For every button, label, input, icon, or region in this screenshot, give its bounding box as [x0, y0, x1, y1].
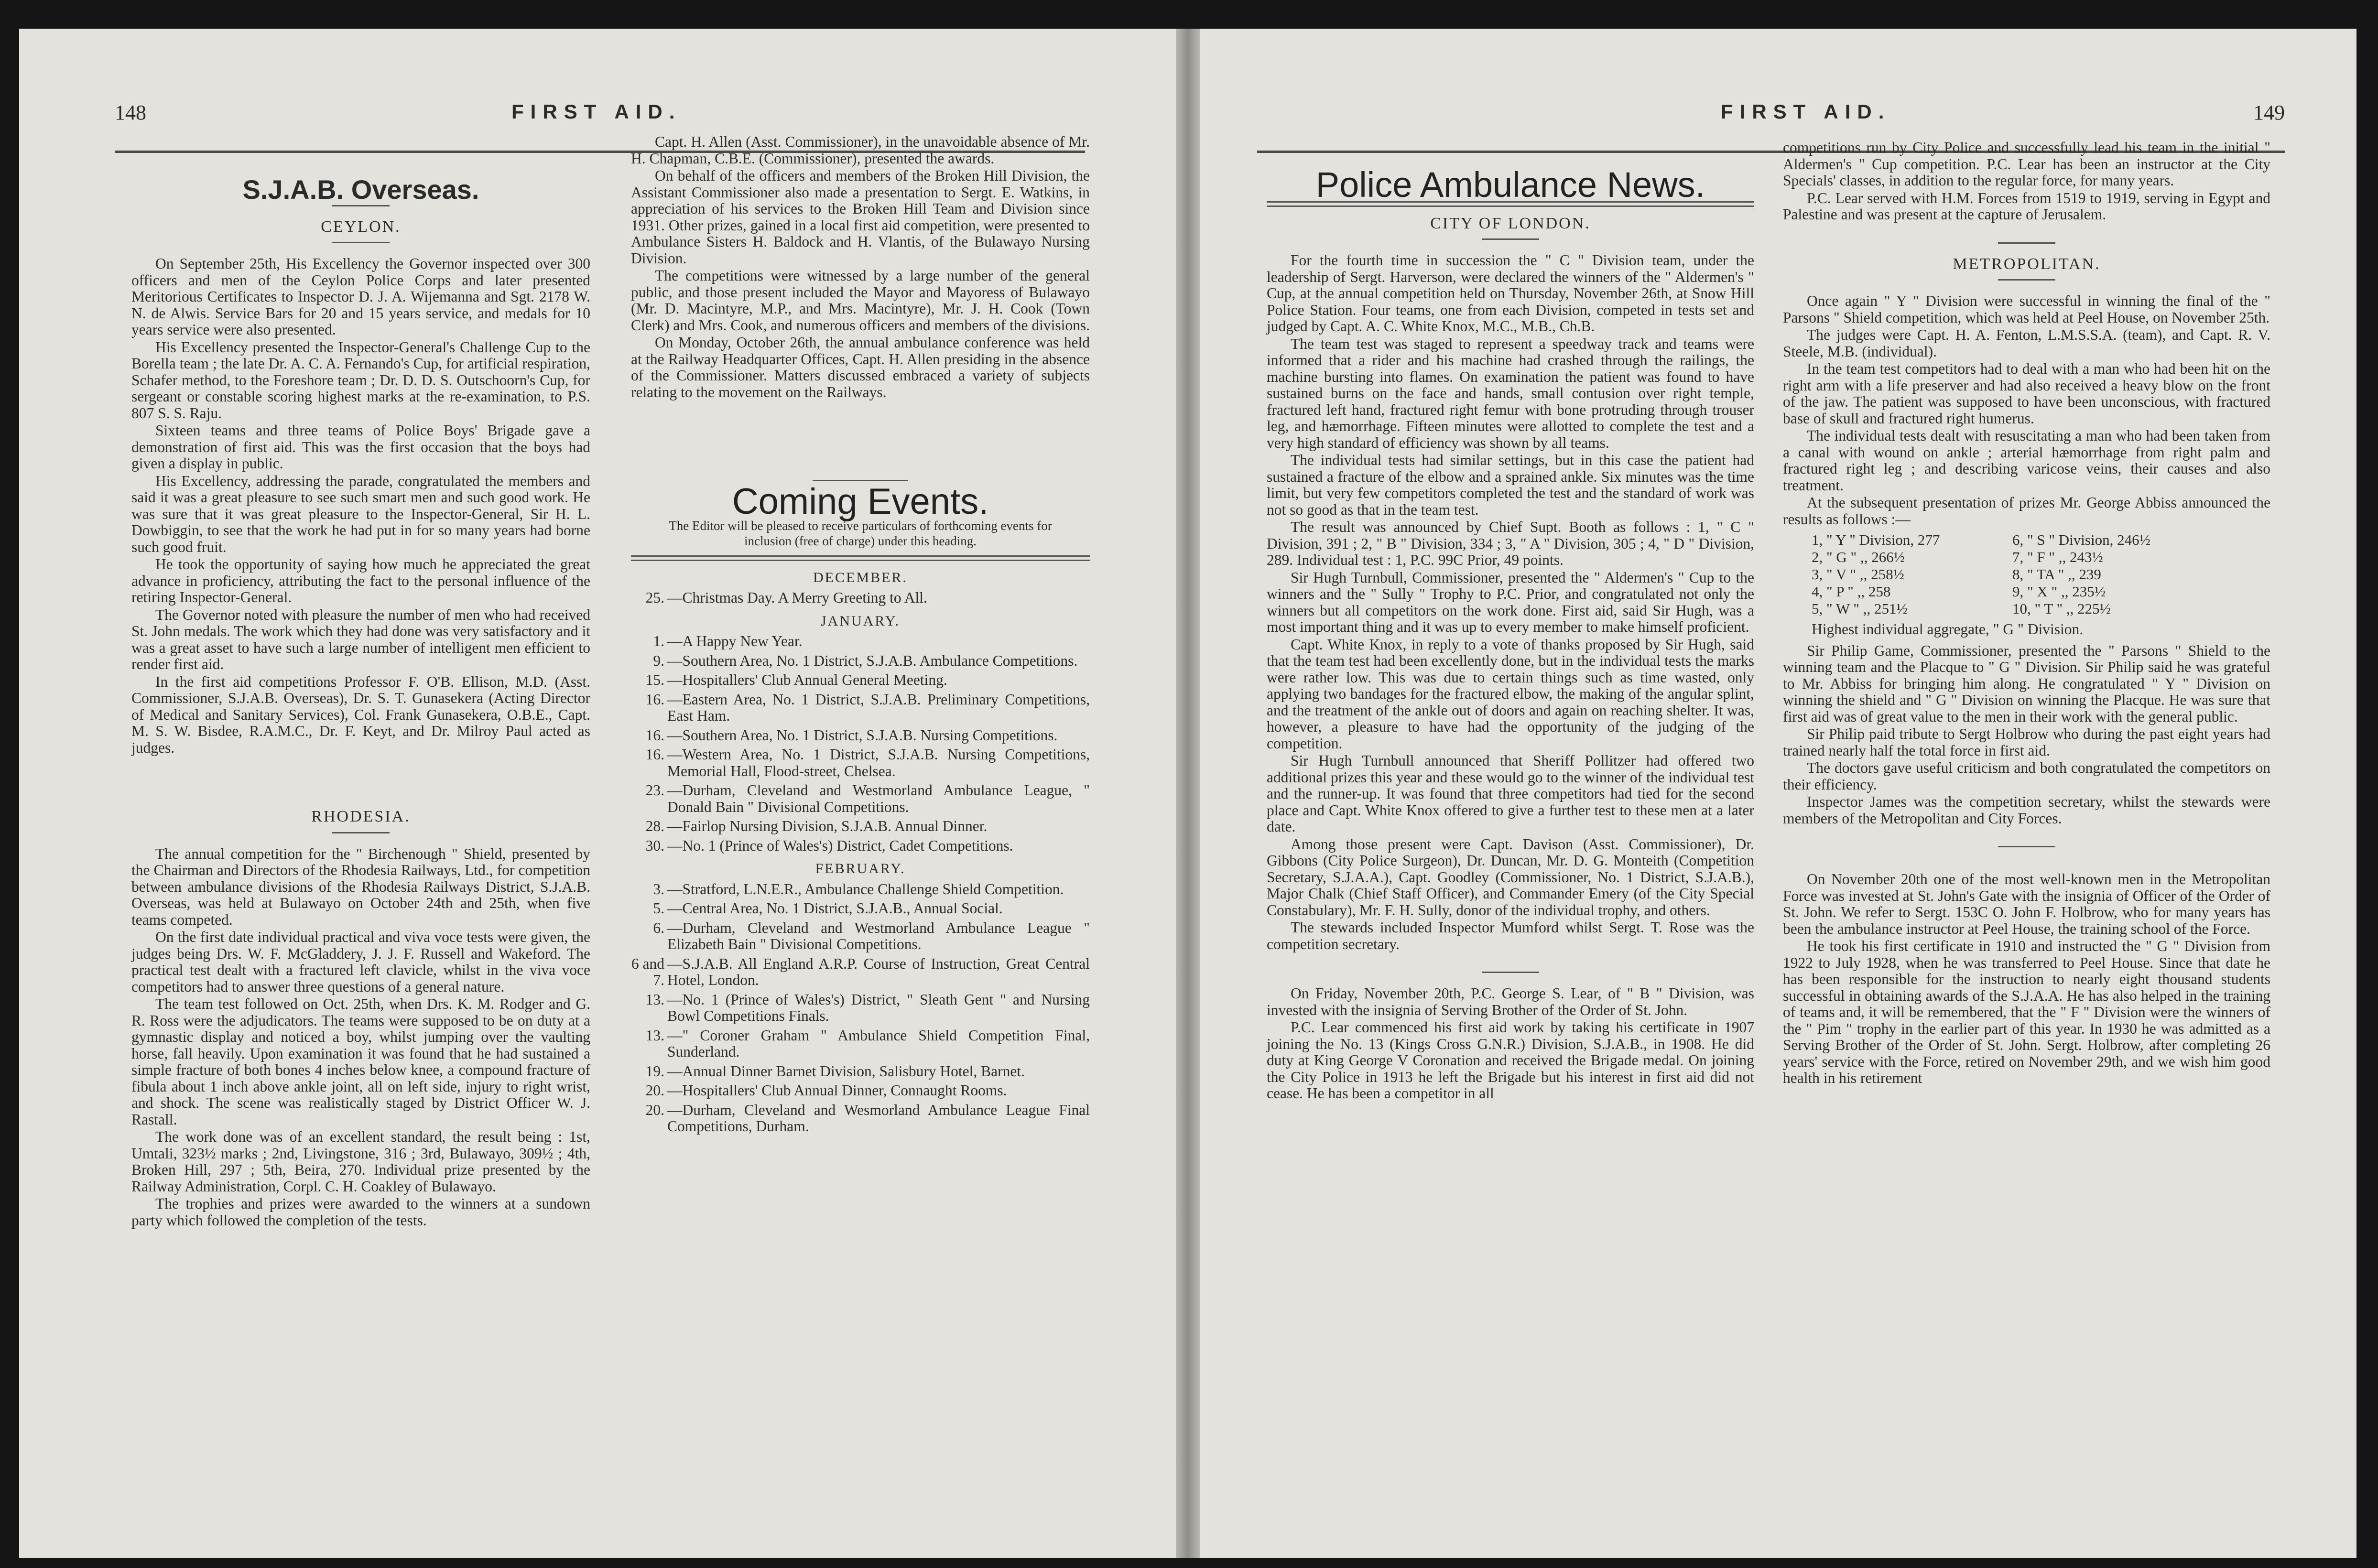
metropolitan-article [1783, 293, 2270, 528]
left-running-title: FIRST AID. [511, 100, 682, 123]
result-right: 7, " F " ,, 243½ [2012, 549, 2103, 565]
overseas-title: S.J.A.B. Overseas. [242, 174, 479, 205]
events-list [631, 570, 1090, 1135]
paragraph: The trophies and prizes were awarded to the winners at a sundown party which followed the completion of the tests. [131, 1195, 590, 1229]
event-text: —Western Area, No. 1 District, S.J.A.B. Nursing Competitions, Memorial Hall, Flood-street, Chelsea. [667, 746, 1090, 779]
coming-events-note: The Editor will be pleased to receive particulars of forthcoming events for inclusion (free of charge) under this heading. [669, 518, 1052, 548]
event-date: 16. [645, 746, 664, 763]
paragraph: The work done was of an excellent standard, the result being : 1st, Umtali, 323½ marks ; 2nd, Livingstone, 316 ; 3rd, Bulawayo, 309½ ; 4th, Broken Hill, 297 ; 5th, Beira, 270. Individual prize presented by the Railway Administration, Corpl. C. H. Coakley of Bulawayo. [131, 1128, 590, 1195]
event-date: 13. [645, 1027, 664, 1044]
event-item [631, 633, 1090, 650]
left-page [19, 29, 1176, 1558]
event-item [631, 782, 1090, 815]
paragraph: competitions run by City Police and successfully lead his team in the initial " Aldermen's " Cup competition. P.C. Lear has been an instructor at the City Specials' classes, in addition to the regular force, for many years. [1783, 139, 2270, 189]
event-text: —Christmas Day. A Merry Greeting to All. [667, 589, 927, 606]
rhodesia-article [131, 846, 590, 1229]
event-date: 20. [645, 1082, 664, 1099]
event-text: —Hospitallers' Club Annual General Meeting. [667, 671, 947, 688]
event-text: —No. 1 (Prince of Wales's) District, Cadet Competitions. [667, 837, 1013, 854]
paragraph: The judges were Capt. H. A. Fenton, L.M.S.S.A. (team), and Capt. R. V. Steele, M.B. (individual). [1783, 326, 2270, 360]
event-item [631, 590, 1090, 606]
event-item [631, 672, 1090, 689]
event-date: 15. [645, 671, 664, 688]
paragraph: The team test was staged to represent a speedway track and teams were informed that a rider and his machine had crashed through the railings, the machine bursting into flames. On examination the patient was found to have sustained burns on the face and hands, small contusion over right temple, fractured left hand, fractured right femur with bone protruding through trouser leg, and hæmorrhage. Fifteen minutes were allotted to complete the test and a very high standard of efficiency was shown by all teams. [1267, 335, 1754, 451]
city-article [1267, 252, 1754, 952]
event-date: 30. [645, 837, 664, 854]
result-right: 6, " S " Division, 246½ [2012, 531, 2150, 548]
event-date: 16. [645, 691, 664, 708]
event-date: 28. [645, 818, 664, 834]
divider [1998, 279, 2055, 281]
metropolitan-article-continued [1783, 643, 2270, 827]
result-row [1812, 566, 2270, 583]
paragraph: Inspector James was the competition secretary, whilst the stewards were members of the Metropolitan and City Forces. [1783, 793, 2270, 827]
paragraph: The competitions were witnessed by a large number of the general public, and those present included the Mayor and Mayoress of Bulawayo (Mr. D. Macintyre, M.P., and Mrs. Macintyre), Mr. J. H. Cook (Town Clerk) and Mrs. Cook, and numerous officers and members of the divisions. [631, 267, 1090, 334]
event-date: 5. [653, 900, 664, 917]
paragraph: Sir Hugh Turnbull, Commissioner, presented the " Aldermen's " Cup to the winners and the " Sully " Trophy to P.C. Prior, and congratulated not only the winners but all competitors on the work done. First aid, said Sir Hugh, was a most important thing and it was up to every member to make himself proficient. [1267, 569, 1754, 635]
left-column-1 [131, 167, 590, 1230]
paragraph: P.C. Lear commenced his first aid work by taking his certificate in 1907 joining the No. 13 (Kings Cross G.N.R.) Division, S.J.A.B., in 1908. He did duty at King George V Coronation and received the Brigade medal. On joining the City Police in 1913 he left the Brigade but his interest in first aid did not cease. He has been a competitor in all [1267, 1019, 1754, 1102]
event-item [631, 956, 1090, 989]
event-item [631, 692, 1090, 725]
event-text: —Eastern Area, No. 1 District, S.J.A.B. Preliminary Competitions, East Ham. [667, 691, 1090, 724]
lear-article-continued [1783, 140, 2270, 223]
event-text: —" Coroner Graham " Ambulance Shield Competition Final, Sunderland. [667, 1027, 1090, 1060]
result-row [1812, 549, 2270, 566]
event-text: —Hospitallers' Club Annual Dinner, Connaught Rooms. [667, 1082, 1007, 1099]
paragraph: The stewards included Inspector Mumford whilst Sergt. T. Rose was the competition secretary. [1267, 919, 1754, 952]
event-date: 23. [645, 782, 664, 799]
rhodesia-continued [631, 134, 1090, 400]
metropolitan-heading: METROPOLITAN. [1953, 255, 2101, 273]
event-date: 25. [645, 589, 664, 606]
holbrow-article [1783, 871, 2270, 1087]
paragraph: He took his first certificate in 1910 and instructed the " G " Division from 1922 to July 1928, when he was transferred to Peel House. Since that date he has been responsible for the instruction to nearly eight thousand students successful in obtaining awards of the S.J.A.A. He has also helped in the training of teams and, it will be remembered, that the " F " Division were the winners of the " Pim " trophy in the earlier part of this year. In 1930 he was admitted as a Serving Brother of the Order of St. John. Sergt. Holbrow, after completing 26 years' service with the Force, retired on November 29th, and we wish him good health in his retirement [1783, 938, 2270, 1086]
result-left: 5, " W " ,, 251½ [1812, 600, 1908, 617]
paragraph: His Excellency presented the Inspector-General's Challenge Cup to the Borella team ; the late Dr. A. C. A. Fernando's Cup, for artificial respiration, Schafer method, to the Foreshore team ; Dr. D. D. S. Outschoorn's Cup, for sergeant or constable scoring highest marks at the re-examination, to P.S. 807 S. S. Raju. [131, 338, 590, 422]
paragraph: Sir Philip Game, Commissioner, presented the " Parsons " Shield to the winning team and the Placque to " G " Division. Sir Philip said he was grateful to Mr. Abbiss for bringing him along. He congratulated " Y " Division on winning the shield and " G " Division on winning the Placque. He was sure that first aid was of great value to the men in their work with the general public. [1783, 642, 2270, 725]
paragraph: On Friday, November 20th, P.C. George S. Lear, of " B " Division, was invested with the insignia of Serving Brother of the Order of St. John. [1267, 985, 1754, 1018]
event-text: —Southern Area, No. 1 District, S.J.A.B. Ambulance Competitions. [667, 652, 1078, 669]
right-page-number: 149 [2253, 101, 2285, 124]
paragraph: Sixteen teams and three teams of Police Boys' Brigade gave a demonstration of first aid. This was the first occasion that the boys had given a display in public. [131, 422, 590, 472]
event-text: —Stratford, L.N.E.R., Ambulance Challenge Shield Competition. [667, 880, 1064, 898]
event-date: 19. [645, 1062, 664, 1080]
result-left: 1, " Y " Division, 277 [1812, 531, 1940, 548]
result-left: 3, " V " ,, 258½ [1812, 566, 1904, 583]
event-date: 13. [645, 991, 664, 1008]
event-item [631, 1082, 1090, 1099]
event-text: —Southern Area, No. 1 District, S.J.A.B. Nursing Competitions. [667, 726, 1058, 744]
paragraph: Capt. White Knox, in reply to a vote of thanks proposed by Sir Hugh, said that the team test had been excellently done, but in the individual tests the marks were rather low. This was due to certain things such as time wasted, only applying two bandages for the fractured elbow, the making of the angular splint, and the treatment of the ankle out of doors and again on reaching shelter. It was, however, a pleasure to have had the opportunity of the judging of the competition. [1267, 636, 1754, 752]
event-item [631, 881, 1090, 898]
paragraph: Among those present were Capt. Davison (Asst. Commissioner), Dr. Gibbons (City Police Surgeon), Dr. Duncan, Mr. D. G. Monteith (Competition Secretary, S.J.A.A.), Capt. Goodley (Commissioner, No. 1 District, S.J.A.B.), Major Chalk (Chief Staff Officer), and Commander Emery (of the City Special Constabulary), Mr. F. H. Sully, donor of the individual trophy, and others. [1267, 835, 1754, 919]
event-date: 20. [645, 1101, 664, 1118]
event-text: —Annual Dinner Barnet Division, Salisbury Hotel, Barnet. [667, 1062, 1025, 1080]
result-row [1812, 600, 2270, 617]
right-page [1200, 29, 2356, 1558]
result-right: 8, " TA " ,, 239 [2012, 566, 2101, 583]
paragraph: On September 25th, His Excellency the Governor inspected over 300 officers and men of the Ceylon Police Corps and later presented Meritorious Certificates to Inspector D. J. A. Wijemanna and Sgt. 2178 W. N. de Alwis. Service Bars for 20 and 15 years service, and medals for 10 years service were also presented. [131, 255, 590, 338]
paragraph: In the first aid competitions Professor F. O'B. Ellison, M.D. (Asst. Commissioner, S.J.A.B. Overseas), Dr. S. T. Gunasekera (Acting Director of Medical and Sanitary Services), Col. Frank Gunasekera, O.B.E., Capt. M. S. W. Bisdee, R.A.M.C., Dr. F. Keyt, and Dr. Milroy Paul acted as judges. [131, 673, 590, 756]
month-heading: DECEMBER. [813, 569, 908, 585]
paragraph: On Monday, October 26th, the annual ambulance conference was held at the Railway Headquarter Offices, Capt. H. Allen presiding in the absence of the Commissioner. Matters discussed embraced a variety of subjects relating to the movement on the Railways. [631, 334, 1090, 400]
paragraph: Sir Philip paid tribute to Sergt Holbrow who during the past eight years had trained nearly half the total force in first aid. [1783, 725, 2270, 759]
event-item [631, 838, 1090, 854]
paragraph: Capt. H. Allen (Asst. Commissioner), in the unavoidable absence of Mr. H. Chapman, C.B.E. (Commissioner), presented the awards. [631, 133, 1090, 167]
event-date: 1. [653, 633, 664, 649]
coming-events-title: Coming Events. [732, 481, 989, 522]
book-gutter [1176, 29, 1200, 1558]
paragraph: He took the opportunity of saying how much he appreciated the great advance in proficiency, attributing the fact to the personal influence of the retiring Inspector-General. [131, 556, 590, 606]
paragraph: On behalf of the officers and members of the Broken Hill Division, the Assistant Commissioner also made a presentation to Sergt. E. Watkins, in appreciation of his services to the Broken Hill Team and Division since 1931. Other prizes, gained in a local first aid competition, were presented to Ambulance Sisters H. Baldock and H. Vlantis, of the Bulawayo Nursing Division. [631, 167, 1090, 267]
month-heading: JANUARY. [821, 613, 900, 629]
divider [1998, 242, 2055, 244]
paragraph: The Governor noted with pleasure the number of men who had received St. John medals. The work which they had done was very satisfactory and it was a great asset to have such a large number of intelligent men efficient to render first aid. [131, 606, 590, 672]
event-item [631, 1102, 1090, 1135]
event-text: —Central Area, No. 1 District, S.J.A.B., Annual Social. [667, 900, 1003, 917]
result-right: 9, " X " ,, 235½ [2012, 583, 2106, 600]
event-text: —A Happy New Year. [667, 633, 803, 649]
event-item [631, 727, 1090, 744]
paragraph: In the team test competitors had to deal with a man who had been hit on the right arm with a life preserver and had also received a heavy blow on the front of the jaw. The patient was supposed to have been unconscious, with fractured base of skull and fractured right humerus. [1783, 360, 2270, 427]
ceylon-heading: CEYLON. [321, 217, 401, 236]
event-date: 16. [645, 726, 664, 744]
right-column-1 [1267, 167, 1754, 1103]
paragraph: P.C. Lear served with H.M. Forces from 1519 to 1919, serving in Egypt and Palestine and was present at the capture of Jerusalem. [1783, 189, 2270, 223]
event-item [631, 992, 1090, 1025]
divider [332, 205, 390, 206]
paragraph: The individual tests dealt with resuscitating a man who had been taken from a canal with wound on ankle ; arterial hæmorrhage from right palm and fractured right leg ; and describing varicose veins, their causes and also treatment. [1783, 427, 2270, 494]
right-running-title: FIRST AID. [1721, 100, 1891, 123]
ceylon-article [131, 256, 590, 756]
divider [332, 242, 390, 243]
event-item [631, 818, 1090, 835]
highest-aggregate: Highest individual aggregate, " G " Division. [1812, 621, 2084, 638]
result-row [1812, 583, 2270, 600]
result-left: 2, " G " ,, 266½ [1812, 549, 1905, 565]
lear-article [1267, 985, 1754, 1102]
event-item [631, 746, 1090, 779]
paragraph: The result was announced by Chief Supt. Booth as follows : 1, " C " Division, 391 ; 2, " B " Division, 334 ; 3, " A " Division, 305 ; 4, " D " Division, 289. Individual test : 1, P.C. 99C Prior, 49 points. [1267, 519, 1754, 568]
event-date: 3. [653, 880, 664, 898]
event-item [631, 920, 1090, 953]
event-item [631, 653, 1090, 670]
paragraph: The individual tests had similar settings, but in this case the patient had sustained a fracture of the elbow and a sprained ankle. Six minutes was the time limit, but very few competitors completed the test and the standard of work was not so good as that in the team test. [1267, 452, 1754, 518]
event-item [631, 1063, 1090, 1080]
event-text: —Durham, Cleveland and Westmorland Ambulance League, " Donald Bain " Divisional Competitions. [667, 782, 1090, 815]
paragraph: For the fourth time in succession the " C " Division team, under the leadership of Sergt. Harverson, were declared the winners of the " Aldermen's " Cup, at the annual competition held on Thursday, November 26th, at Snow Hill Police Station. Four teams, one from each Division, competed in tests set and judged by Capt. A. C. White Knox, M.C., M.B., Ch.B. [1267, 252, 1754, 335]
month-heading: FEBRUARY. [815, 861, 906, 876]
left-page-number: 148 [115, 101, 146, 124]
event-text: —Fairlop Nursing Division, S.J.A.B. Annual Dinner. [667, 818, 988, 834]
rhodesia-heading: RHODESIA. [311, 808, 411, 825]
right-column-2 [1783, 140, 2270, 1088]
event-text: —Durham, Cleveland and Westmorland Ambulance League " Elizabeth Bain " Divisional Competitions. [667, 919, 1090, 952]
police-news-title: Police Ambulance News. [1315, 165, 1705, 205]
paragraph: The annual competition for the " Birchenough " Shield, presented by the Chairman and Directors of the Rhodesia Railways, Ltd., for competition between ambulance divisions of the Rhodesia Railways District, S.J.A.B. Overseas, was held at Bulawayo on October 24th and 25th, when five teams competed. [131, 845, 590, 928]
paragraph: Once again " Y " Division were successful in winning the final of the " Parsons " Shield competition, which was held at Peel House, on November 25th. [1783, 292, 2270, 326]
paragraph: The doctors gave useful criticism and both congratulated the competitors on their efficiency. [1783, 759, 2270, 793]
left-column-2 [631, 134, 1090, 1138]
result-row [1812, 531, 2270, 549]
event-text: —S.J.A.B. All England A.R.P. Course of Instruction, Great Central Hotel, London. [667, 955, 1090, 988]
paragraph: On November 20th one of the most well-known men in the Metropolitan Force was invested at St. John's Gate with the insignia of Officer of the Order of St. John. We refer to Sergt. 153C O. John F. Holbrow, who for many years has been the ambulance instructor at Peel House, the training school of the Force. [1783, 871, 2270, 937]
divider [332, 832, 390, 833]
event-date: 6. [653, 919, 664, 936]
result-left: 4, " P " ,, 258 [1812, 583, 1891, 600]
divider [1482, 972, 1539, 973]
divider [1482, 238, 1539, 240]
result-right: 10, " T " ,, 225½ [2012, 600, 2111, 617]
double-rule [631, 555, 1090, 561]
event-text: —Durham, Cleveland and Wesmorland Ambulance League Final Competitions, Durham. [667, 1101, 1090, 1135]
divider [1998, 846, 2055, 847]
event-date: 6 and 7. [631, 955, 664, 988]
event-item [631, 1027, 1090, 1060]
city-heading: CITY OF LONDON. [1430, 214, 1591, 232]
paragraph: Sir Hugh Turnbull announced that Sheriff Pollitzer had offered two additional prizes this year and these would go to the winner of the individual test and the runner-up. It was found that three competitors had tied for the second place and Capt. White Knox offered to give a further test to these men at a later date. [1267, 752, 1754, 835]
paragraph: His Excellency, addressing the parade, congratulated the members and said it was a great pleasure to see such smart men and such good work. He was sure that it was great pleasure to the Inspector-General, Sir H. L. Dowbiggin, to see that the work he had put in for so many years had borne such good fruit. [131, 472, 590, 555]
results-table [1812, 531, 2270, 617]
paragraph: On the first date individual practical and viva voce tests were given, the judges being Drs. W. F. McGladdery, J. J. F. Russell and Wakeford. The practical test dealt with a fractured left clavicle, whilst in the viva voce competitors had to answer three questions of a general nature. [131, 929, 590, 995]
event-item [631, 900, 1090, 917]
event-text: —No. 1 (Prince of Wales's) District, " Sleath Gent " and Nursing Bowl Competitions Finals. [667, 991, 1090, 1024]
event-date: 9. [653, 652, 664, 669]
paragraph: At the subsequent presentation of prizes Mr. George Abbiss announced the results as follows :— [1783, 494, 2270, 528]
paragraph: The team test followed on Oct. 25th, when Drs. K. M. Rodger and G. R. Ross were the adjudicators. The teams were supposed to be on duty at a gymnastic display and noticed a boy, whilst jumping over the vaulting horse, fall heavily. Upon examination it was found that he had sustained a simple fracture of both bones 4 inches below knee, a compound fracture of fibula about 1 inch above ankle joint, all on left side, injury to right wrist, and shock. The scene was realistically staged by District Officer W. J. Rastall. [131, 995, 590, 1128]
